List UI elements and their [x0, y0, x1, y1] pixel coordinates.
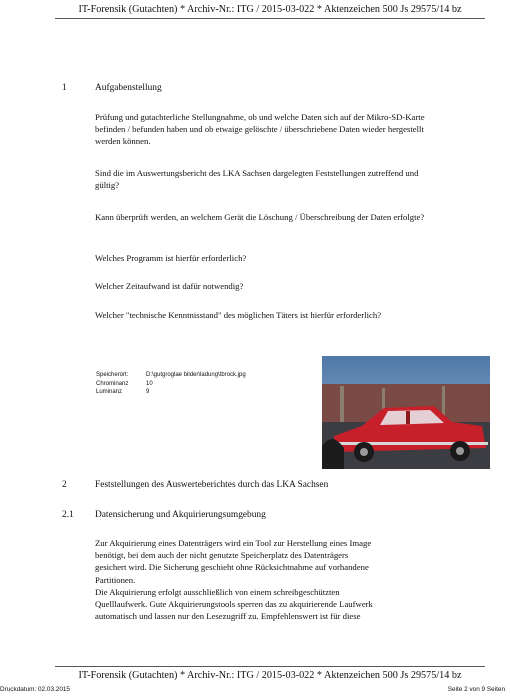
section-2-1-title: Datensicherung und Akquirierungsumgebung: [95, 510, 266, 520]
section-1-paragraph: Welches Programm ist hierfür erforderlich?: [95, 253, 247, 263]
metadata-key: Luminanz: [96, 389, 123, 395]
footer-divider: [55, 666, 485, 667]
image-metadata-row: [96, 380, 246, 389]
section-2-1-number: 2.1: [62, 510, 74, 520]
section-2-1-text: [95, 537, 440, 622]
page-header: IT-Forensik (Gutachten) * Archiv-Nr.: ITG / 2015-03-022 * Aktenzeichen 500 Js 29575/14 bz: [55, 4, 485, 19]
section-1-title: Aufgabenstellung: [95, 83, 162, 93]
section-1-paragraph: Prüfung und gutachterliche Stellungnahme, ob und welche Daten sich auf der Mikro-SD-Karte befinden / befunden haben und ob etwaige gelöschte / überschriebene Daten wieder hergestellt werden können.: [95, 112, 425, 147]
metadata-key: Speicherort:: [96, 372, 129, 378]
section-2-title: Feststellungen des Auswerteberichtes durch das LKA Sachsen: [95, 480, 329, 490]
image-metadata-row: [96, 371, 246, 380]
section-1-paragraph: Welcher "technische Kenntnisstand" des möglichen Täters ist hierfür erforderlich?: [95, 310, 382, 320]
metadata-value: D:\gutgroglae bilder\ladung\tbrock.jpg: [146, 372, 246, 378]
section-1-paragraph: Kann überprüft werden, an welchem Gerät die Löschung / Überschreibung der Daten erfolgte?: [95, 212, 425, 222]
image-metadata-row: [96, 388, 246, 397]
section-1-number: 1: [62, 83, 67, 93]
text-line: Quelllaufwerk. Gute Akquirierungstools sperren das zu akquirierende Laufwerk: [95, 599, 373, 610]
text-line: Partitionen.: [95, 574, 136, 585]
print-date: Druckdatum: 02.03.2015: [0, 686, 70, 693]
text-line: benötigt, bei dem auch der nicht genutzte Speicherplatz des Datenträgers: [95, 550, 349, 561]
text-line: gesichert wird. Die Sicherung geschieht ohne Rücksichtnahme auf vorhandene: [95, 562, 369, 573]
section-1-paragraph: Welcher Zeitaufwand ist dafür notwendig?: [95, 281, 244, 291]
text-line: Zur Akquirierung eines Datenträgers wird ein Tool zur Herstellung eines Image: [95, 538, 372, 548]
evidence-photo-red-car: [322, 356, 490, 469]
text-line: Die Akquirierung erfolgt ausschließlich von einem schreibgeschützten: [95, 586, 340, 597]
metadata-value: 10: [146, 380, 153, 387]
section-2-number: 2: [62, 480, 67, 490]
page-number: Seite 2 von 9 Seiten: [447, 686, 505, 693]
metadata-value: 9: [146, 389, 150, 395]
metadata-key: Chrominanz: [96, 380, 129, 387]
image-metadata: [96, 371, 246, 397]
section-1-paragraph: Sind die im Auswertungsbericht des LKA Sachsen dargelegten Feststellungen zutreffend und gültig?: [95, 168, 419, 191]
page-footer: IT-Forensik (Gutachten) * Archiv-Nr.: ITG / 2015-03-022 * Aktenzeichen 500 Js 29575/14 bz: [78, 670, 462, 681]
text-line: automatisch und lassen nur den Lesezugriff zu. Empfehlenswert ist für diese: [95, 611, 361, 622]
